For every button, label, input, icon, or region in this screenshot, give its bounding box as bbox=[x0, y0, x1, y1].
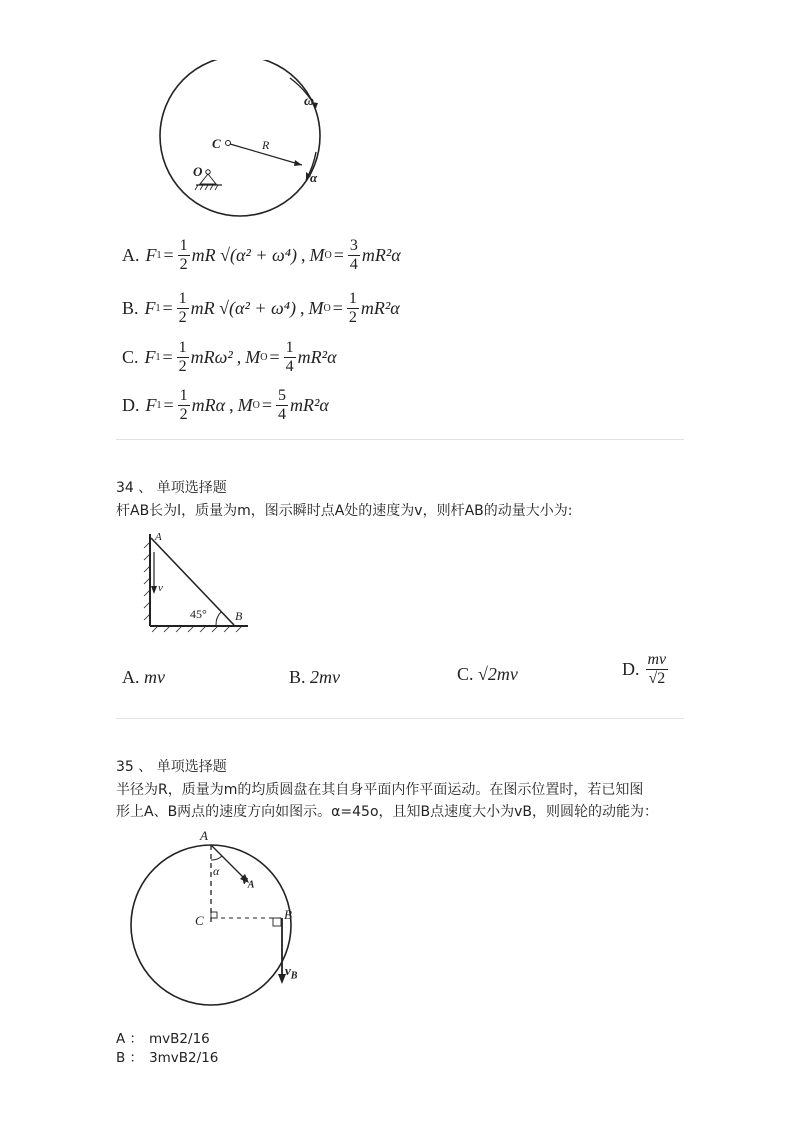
q35-label-va: $v_A$ bbox=[242, 872, 255, 891]
option-letter: B. bbox=[122, 297, 139, 318]
q34-label-v: v bbox=[158, 582, 163, 594]
q34-label-a: A bbox=[155, 531, 162, 543]
q35-label-alpha: α bbox=[213, 864, 220, 878]
fraction: $\frac{1}{2}$ bbox=[179, 386, 188, 423]
q34-label-angle: 45° bbox=[190, 607, 207, 621]
fraction: $\frac{1}{2}$ bbox=[348, 289, 357, 326]
q34-option-a[interactable]: A. mv bbox=[122, 667, 165, 687]
q33-label-alpha: α bbox=[310, 170, 318, 185]
q34-option-d[interactable]: D. $\frac{mv}{√2}$ bbox=[622, 651, 667, 687]
fraction: $\frac{3}{4}$ bbox=[349, 236, 358, 273]
fraction: $\frac{1}{2}$ bbox=[179, 236, 188, 273]
q34-option-b[interactable]: B. 2mv bbox=[289, 667, 341, 687]
option-letter: A. bbox=[122, 244, 140, 265]
option-letter: D. bbox=[122, 394, 140, 415]
fraction: $\frac{1}{2}$ bbox=[178, 289, 187, 326]
q34-option-c[interactable]: C. √2mv bbox=[457, 664, 518, 684]
q33-label-c: C bbox=[212, 136, 221, 151]
q35-header: 35 、 单项选择题 bbox=[116, 759, 227, 775]
fraction: $\frac{5}{4}$ bbox=[278, 386, 286, 423]
option-letter: C. bbox=[122, 346, 139, 367]
q33-option-b[interactable]: B. F 1 = $\frac{1}{2}$ mR √(α² + ω⁴) , M O = $\frac{1}{2}$ mR²α bbox=[122, 289, 400, 326]
q33-option-a[interactable]: A. F 1 = $\frac{1}{2}$ mR √(α² + ω⁴) , M O = $\frac{3}{4}$ mR²α bbox=[122, 236, 401, 273]
q33-label-r: R bbox=[262, 138, 270, 152]
q34-text: 杆AB长为l，质量为m，图示瞬时点A处的速度为v，则杆AB的动量大小为: bbox=[116, 503, 573, 519]
q34-header: 34 、 单项选择题 bbox=[116, 480, 227, 496]
divider bbox=[116, 439, 684, 440]
q34-label-b: B bbox=[235, 609, 243, 623]
q33-label-omega: ω bbox=[304, 94, 315, 109]
q35-label-b: B bbox=[284, 907, 292, 922]
fraction: $\frac{mv}{√2}$ bbox=[647, 651, 667, 687]
q35-answer-b[interactable]: B ： 3mvB2/16 bbox=[116, 1050, 219, 1066]
divider bbox=[116, 718, 684, 719]
fraction: $\frac{1}{4}$ bbox=[285, 338, 294, 375]
q35-label-c: C bbox=[195, 913, 204, 928]
q35-figure-disc bbox=[125, 832, 305, 1012]
q33-figure-disc bbox=[140, 60, 340, 230]
q35-answer-a[interactable]: A ： mvB2/16 bbox=[116, 1031, 210, 1047]
q35-label-vb: $v_B$ bbox=[285, 963, 298, 982]
q33-option-c[interactable]: C. F 1 = $\frac{1}{2}$ mRω² , M O = $\frac{1}{4}$ mR²α bbox=[122, 338, 337, 375]
q33-option-d[interactable]: D. F 1 = $\frac{1}{2}$ mRα , M O = $\frac{5}{4}$ mR²α bbox=[122, 386, 329, 423]
fraction: $\frac{1}{2}$ bbox=[178, 338, 187, 375]
q35-text-line1: 半径为R，质量为m的均质圆盘在其自身平面内作平面运动。在图示位置时，若已知图 bbox=[116, 782, 644, 798]
q35-label-a: A bbox=[200, 828, 208, 843]
q35-text-line2: 形上A、B两点的速度方向如图示。α=45o，且知B点速度大小为vB，则圆轮的动能为： bbox=[116, 804, 659, 820]
q33-label-o: O bbox=[193, 164, 203, 179]
